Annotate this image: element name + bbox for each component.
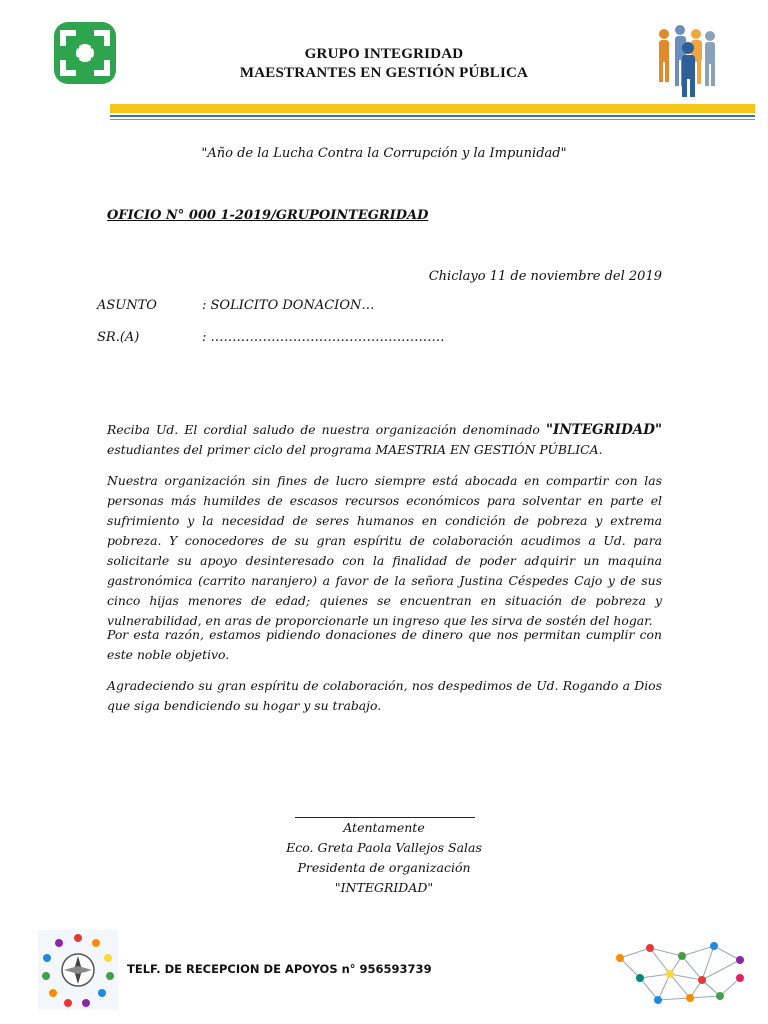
signature-role: Presidenta de organización xyxy=(297,860,471,875)
header-blue-bar-thin xyxy=(110,119,755,120)
body-paragraph-2: Nuestra organización sin fines de lucro siempre está abocada en compartir con las personas más humildes de escasos recursos económicos para solventar en parte el sufrimiento y la necesidad de seres humanos en condición de pobreza y extrema pobreza. Y conocedores de su gran espíritu de colaboración acudimos a Ud. para solicitarle su apoyo desinteresado con la finalidad de poder adquirir un maquina gastronómica (carrito naranjero) a favor de la señora Justina Céspedes Cajo y de sus cinco hijas menores de edad; quienes se encuentran en situación de pobreza y vulnerabilidad, en aras de proporcionarle un ingreso que les sirva de sostén del hogar. xyxy=(107,473,662,628)
signature-organization: "INTEGRIDAD" xyxy=(334,880,434,895)
organization-name-emphasis: "INTEGRIDAD" xyxy=(545,422,662,438)
signature-closing: Atentamente xyxy=(343,820,425,835)
recipient-label: SR.(A) xyxy=(97,330,140,345)
header-subtitle: MAESTRANTES EN GESTIÓN PÚBLICA xyxy=(239,65,529,81)
people-ring-compass-icon xyxy=(38,930,118,1010)
body-paragraph-4: Agradeciendo su gran espíritu de colaboración, nos despedimos de Ud. Rogando a Dios que siga bendiciendo su hogar y su trabajo. xyxy=(107,678,662,713)
donation-phone: TELF. DE RECEPCION DE APOYOS n° 956593739 xyxy=(127,962,432,976)
header-blue-bar xyxy=(110,115,755,117)
body-paragraph-3: Por esta razón, estamos pidiendo donaciones de dinero que nos permitan cumplir con este noble objetivo. xyxy=(107,627,662,662)
header-title: GRUPO INTEGRIDAD xyxy=(304,46,464,62)
signature-name: Eco. Greta Paola Vallejos Salas xyxy=(286,840,482,855)
subject-label: ASUNTO xyxy=(97,298,157,313)
recipient-value: : ……………………………………………… xyxy=(202,330,445,345)
subject-value: : SOLICITO DONACION… xyxy=(202,298,375,313)
paragraph-1-text-b: estudiantes del primer ciclo del programa MAESTRIA EN GESTIÓN PÚBLICA. xyxy=(107,442,603,457)
paragraph-1-text-a: Reciba Ud. El cordial saludo de nuestra organización denominado xyxy=(107,422,546,437)
document-reference: OFICIO N° 000 1-2019/GRUPOINTEGRIDAD xyxy=(107,208,429,223)
body-paragraph-1 xyxy=(107,420,662,460)
people-group-icon xyxy=(650,20,722,98)
place-date: Chiclayo 11 de noviembre del 2019 xyxy=(428,269,662,284)
signature-line xyxy=(295,817,475,818)
year-motto: "Año de la Lucha Contra la Corrupción y la Impunidad" xyxy=(201,146,567,161)
people-network-icon xyxy=(610,938,748,1008)
header-yellow-bar xyxy=(110,104,755,113)
